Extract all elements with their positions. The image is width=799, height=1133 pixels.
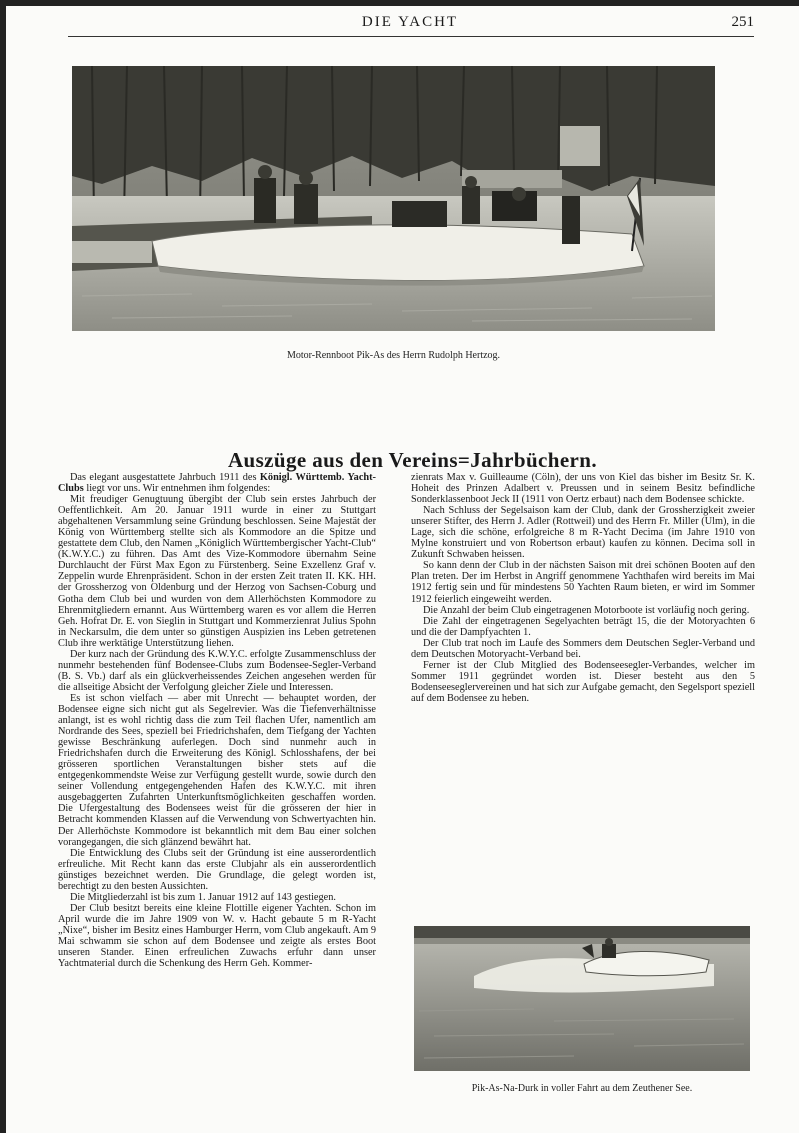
paragraph: Der Club trat noch im Laufe des Sommers dem Deutschen Segler-Verband und dem Deutschen Motoryacht-Verband bei. [411, 637, 755, 660]
intro-paragraph [58, 472, 376, 494]
intro-text-a: Das elegant ausgestattete Jahrbuch 1911 des [70, 472, 260, 483]
paragraph: So kann denn der Club in der nächsten Saison mit drei schönen Booten auf den Plan treten. Der im Herbst in Angriff genommene Yachthafen wird bereits im Mai 1912 fertig sein und für mindestens 50 Yachten Raum bieten, er wird im Sommer 1912 feierlich eingeweiht werden. [411, 560, 755, 605]
text-column-right [411, 472, 755, 704]
continued-paragraph: zienrats Max v. Guilleaume (Cöln), der uns von Kiel das bisher im Besitz Sr. K. Hoheit des Prinzen Adalbert v. Preussen und in seinem Besitz befindliche Sonderklassenboot Jeck II (1911 von Oertz erbaut) nach dem Bodensee schickte. [411, 472, 755, 506]
paragraph: Ferner ist der Club Mitglied des Bodenseesegler-Verbandes, welcher im Sommer 1911 gegründet worden ist. Dieser besteht aus den 5 Bodenseeseglervereinen und hat sich zur Aufgabe gemacht, den Segelsport speziell auf dem Bodensee zu heben. [411, 659, 755, 704]
paragraph: Der kurz nach der Gründung des K.W.Y.C. erfolgte Zusammenschluss der nunmehr bestehenden fünf Bodensee-Clubs zum Bodensee-Segler-Verband (B. S. Vb.) darf als ein glückverheissendes Zeichen angesehen werden für die allseitige Absicht der Verfolgung gleicher Ziele und Interessen. [58, 648, 376, 693]
running-title: DIE YACHT [361, 14, 459, 30]
figure-caption-2: Pik-As-Na-Durk in voller Fahrt au dem Zeuthener See. [471, 1083, 693, 1094]
paragraph: Die Anzahl der beim Club eingetragenen Motorboote ist vorläufig noch gering. [423, 604, 750, 616]
photo-motor-racing-boat [72, 66, 715, 331]
page-header [66, 14, 754, 36]
page-number: 251 [731, 14, 754, 30]
paragraph: Nach Schluss der Segelsaison kam der Club, dank der Grossherzigkeit zweier unserer Stifter, des Herrn J. Adler (Rottweil) und des Herrn Fr. Miller (Ulm), in die Lage, sich die schöne, erfolgreiche 8 m R-Yacht Decima (im Jahre 1910 von Mylne konstruiert und von Robertson erbaut) kaufen zu können. Decima soll in Zukunft Schwaben heissen. [411, 505, 755, 561]
photo-motor-racing-boat-image [72, 66, 715, 331]
paragraph: Die Entwicklung des Clubs seit der Gründung ist eine ausserordentlich erfreuliche. Mit Recht kann das erste Clubjahr als ein ausserordentlich günstiges bezeichnet werden. Die Grundlage, die gelegt worden ist, berechtigt zu den besten Aussichten. [58, 847, 376, 892]
article-heading: Auszüge aus den Vereins=Jahrbüchern. [227, 448, 598, 473]
photo-boat-full-speed [414, 926, 750, 1071]
paragraph: Es ist schon vielfach — aber mit Unrecht — behauptet worden, der Bodensee eigne sich nicht gut als Segelrevier. Was die Tiefenverhältnisse anlangt, ist es wohl richtig dass die zum Teil flachen Ufer, namentlich am Nordrande des Sees, speziell bei Friedrichshafen, dem Tiefgang der Yachten gewisse Beschränkung auferlegen. Doch sind nunmehr auch in Friedrichshafen durch die Erweiterung des Königl. Schlosshafens, der bei grösseren sportlichen Veranstaltungen bisher stets auf die entgegenkommendste Weise zur Verfügung gestellt wurde, sowie durch den seiner Vollendung entgegengehenden Hafen des K.W.Y.C. mit ihren ausgebaggerten Zufahrten Unterkunftsmöglichkeiten geschaffen worden. Die Ufergestaltung des Bodensees weist für die grösseren der hier in Betracht kommenden Klassen auf die Verwendung von Schwertyachten hin. Der Allerhöchste Kommodore ist bekanntlich mit dem Bau einer solchen vorangegangen, die sich glänzend bewährt hat. [58, 692, 376, 848]
club-name: Königl. Württemb. Yacht-Clubs [58, 472, 376, 495]
figure-caption-1: Motor-Rennboot Pik-As des Herrn Rudolph Hertzog. [286, 350, 501, 361]
paragraph: Mit freudiger Genugtuung übergibt der Club sein erstes Jahrbuch der Oeffentlichkeit. Am 20. Januar 1911 wurde in einer zu Stuttgart abgehaltenen Versammlung seine Gründung beschlossen. Seine Majestät der König von Württemberg stellte sich als Kommodore an die Spitze und gestattete dem Club, den Namen „Königlich Württembergischer Yacht-Club“ (K.W.Y.C.) zu führen. Das Amt des Vize-Kommodore übernahm Seine Durchlaucht der Fürst Max Egon zu Fürstenberg. Seine Exzellenz Graf v. Zeppelin wurde Ehrenpräsident. Schon in der ersten Zeit traten II. KK. HH. der Grossherzog von Oldenburg und der Herzog von Sachsen-Coburg und Gotha dem Club bei und wurden von dem Allerhöchsten Kommodore zu Ehrenmitgliedern ernannt. Aus Württemberg waren es vor allem die Herren Geh. Hofrat Dr. E. von Sieglin in Stuttgart und Kommerzienrat Julius Spohn in Neckarsulm, die dem unter so günstigen Auspizien ins Leben getretenen Club ihre werktätige Unterstützung liehen. [58, 494, 376, 649]
paragraph: Der Club besitzt bereits eine kleine Flottille eigener Yachten. Schon im April wurde die im Jahre 1909 von W. v. Hacht gebaute 5 m R-Yacht „Nixe“, bisher im Besitz eines Hamburger Herrn, vom Club angekauft. Am 9 Mai schwamm sie schon auf dem Bodensee und zeigte als erstes Boot unseren Stander. Einen erfreulichen Zuwachs erfuhr dann unser Yachtmaterial durch die Schenkung des Herrn Geh. Kommer- [58, 902, 376, 970]
paragraph: Die Mitgliederzahl ist bis zum 1. Januar 1912 auf 143 gestiegen. [70, 891, 336, 903]
text-column-left [58, 472, 376, 969]
paragraph: Die Zahl der eingetragenen Segelyachten beträgt 15, die der Motoryachten 6 und die der Dampfyachten 1. [411, 615, 755, 638]
photo-boat-full-speed-image [414, 926, 750, 1071]
intro-text-b: liegt vor uns. Wir entnehmen ihm folgendes: [83, 483, 271, 495]
header-rule [68, 36, 754, 37]
